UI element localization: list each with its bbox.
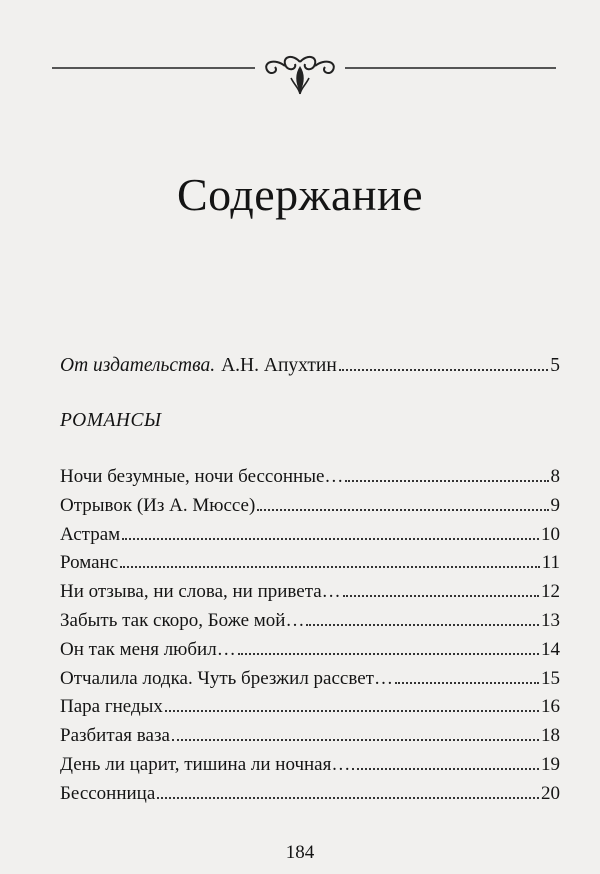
leader-dots — [157, 796, 539, 799]
toc-list — [60, 466, 560, 812]
toc-entry[interactable] — [60, 552, 560, 581]
toc-entry-title: Романс — [60, 552, 119, 574]
toc-entry-page: 18 — [541, 725, 560, 747]
publisher-author: А.Н. Апухтин — [221, 355, 337, 376]
leader-dots — [345, 479, 548, 482]
leader-dots — [120, 565, 540, 568]
toc-entry[interactable] — [60, 639, 560, 668]
toc-entry-page: 8 — [550, 466, 560, 487]
toc-entry[interactable] — [60, 581, 560, 610]
toc-entry-page: 11 — [541, 552, 560, 574]
toc-entry-title: Он так меня любил… — [60, 638, 236, 660]
toc-entry[interactable] — [60, 668, 560, 697]
section-heading: РОМАНСЫ — [60, 410, 162, 431]
leader-dots — [395, 681, 539, 684]
toc-entry-title: Отрывок (Из А. Мюссе) — [60, 494, 256, 516]
toc-entry-page: 10 — [541, 523, 560, 545]
leader-dots — [238, 652, 539, 655]
leader-dots — [257, 508, 548, 511]
toc-entry[interactable] — [60, 610, 560, 639]
toc-entry-page: 14 — [541, 638, 560, 660]
toc-entry-title: Пара гнедых — [60, 696, 163, 718]
leader-dots — [343, 594, 539, 597]
toc-entry[interactable] — [60, 495, 560, 524]
leader-dots — [165, 709, 539, 712]
toc-entry-title: Забыть так скоро, Боже мой… — [60, 609, 305, 631]
toc-entry[interactable] — [60, 754, 560, 783]
toc-entry[interactable] — [60, 725, 560, 754]
toc-entry-title: Бессонница — [60, 782, 156, 804]
page-title: Содержание — [176, 169, 424, 220]
toc-entry-page: 9 — [550, 494, 560, 516]
toc-entry[interactable] — [60, 783, 560, 812]
toc-entry-title: Отчалила лодка. Чуть брезжил рассвет… — [60, 667, 393, 689]
publisher-label: От издательства. — [60, 355, 216, 376]
toc-entry[interactable] — [60, 696, 560, 725]
publisher-page: 5 — [550, 355, 560, 376]
toc-entry-page: 12 — [541, 581, 560, 603]
toc-entry-page: 15 — [541, 667, 560, 689]
page-number: 184 — [285, 842, 315, 863]
leader-dots — [339, 368, 548, 371]
leader-dots — [122, 537, 539, 540]
publisher-entry[interactable] — [60, 355, 560, 377]
toc-entry[interactable] — [60, 524, 560, 553]
toc-entry-page: 13 — [541, 609, 560, 631]
leader-dots — [172, 738, 539, 741]
toc-entry[interactable] — [60, 466, 560, 495]
leader-dots — [306, 623, 539, 626]
toc-entry-title: Астрам — [60, 523, 121, 545]
toc-entry-title: День ли царит, тишина ли ночная… — [60, 753, 351, 775]
toc-entry-page: 16 — [541, 696, 560, 718]
toc-entry-title: Разбитая ваза — [60, 725, 170, 747]
toc-entry-title: Ночи безумные, ночи бессонные… — [60, 466, 344, 487]
toc-entry-page: 19 — [541, 753, 560, 775]
leader-dots — [352, 767, 539, 770]
flourish-ornament-icon — [255, 52, 345, 100]
toc-entry-page: 20 — [541, 782, 560, 804]
toc-entry-title: Ни отзыва, ни слова, ни привета… — [60, 581, 341, 603]
